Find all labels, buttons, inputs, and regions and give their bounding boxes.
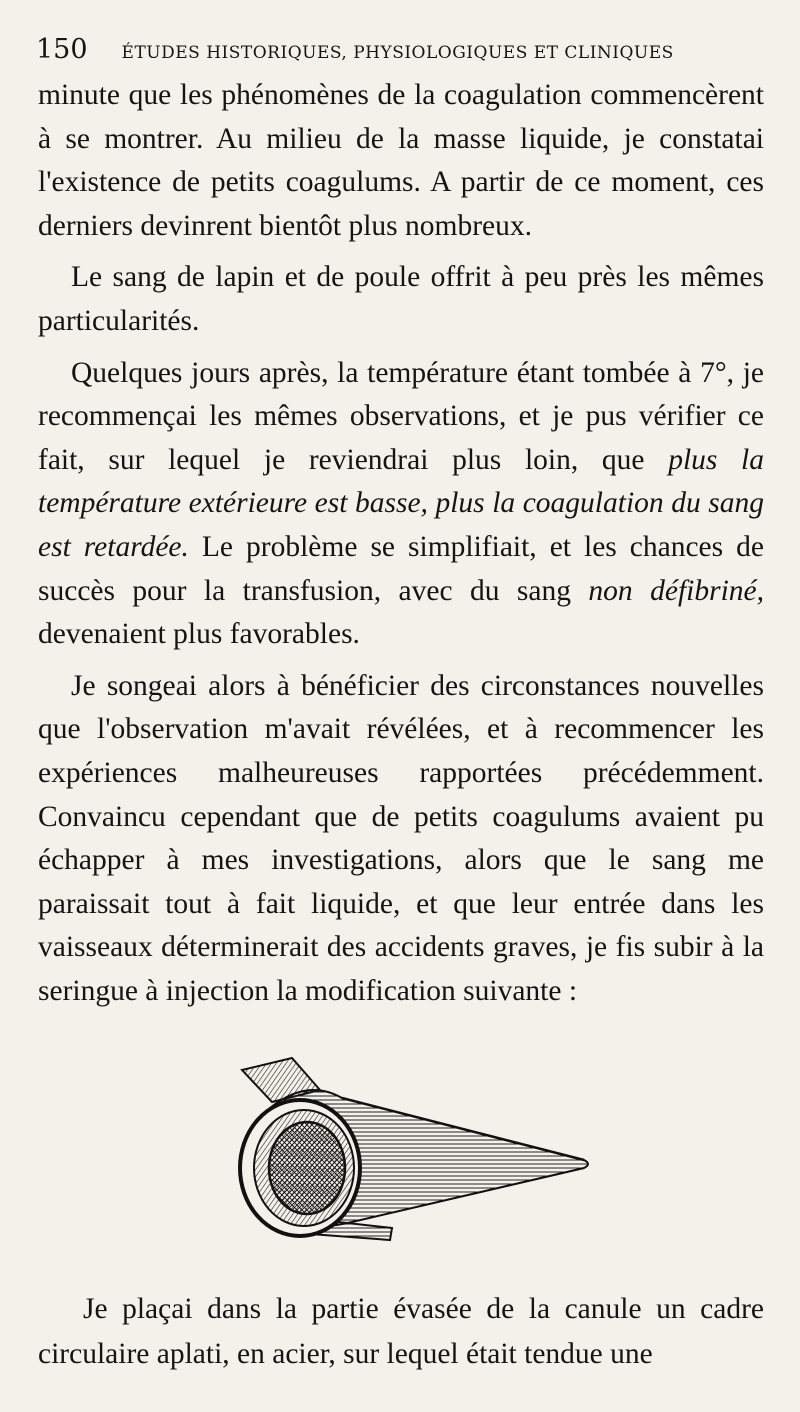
- paragraph-text: Quelques jours après, la température étant tombée à 7°, je recommençai les mêmes observations, et je pus vérifier ce fait, sur lequel je reviendrai plus loin, que: [38, 356, 764, 476]
- body-text-continued: [38, 1287, 764, 1377]
- emphasis-text: plus la température extérieure est basse, plus la coagulation du sang est retardée.: [38, 443, 764, 563]
- cannula-illustration: [212, 1050, 612, 1250]
- body-text: [38, 74, 764, 1013]
- paragraph: Le sang de lapin et de poule offrit à peu près les mêmes particularités.: [38, 261, 764, 337]
- page-header: [36, 34, 766, 65]
- paragraph: minute que les phénomènes de la coagulation commencèrent à se montrer. Au milieu de la masse liquide, je constatai l'existence de petits coagulums. A partir de ce moment, ces derniers devinrent bientôt plus nombreux.: [38, 79, 764, 242]
- paragraph: Je songeai alors à bénéficier des circonstances nouvelles que l'observation m'avait révélées, et à recommencer les expériences malheureuses rapportées précédemment. Convaincu cependant que de petits coagulums avaient pu échapper à mes investigations, alors que le sang me paraissait tout à fait liquide, et que leur entrée dans les vaisseaux déterminerait des accidents graves, je fis subir à la seringue à injection la modification suivante :: [38, 669, 764, 1007]
- paragraph: [38, 352, 764, 657]
- page-number: 150: [36, 34, 88, 65]
- emphasis-text: non défibriné,: [588, 574, 764, 607]
- running-title: ÉTUDES HISTORIQUES, PHYSIOLOGIQUES ET CLINIQUES: [121, 43, 674, 63]
- paragraph: Je plaçai dans la partie évasée de la canule un cadre circulaire aplati, en acier, sur lequel était tendue une: [38, 1293, 764, 1370]
- paragraph-text: devenaient plus favorables.: [38, 618, 360, 651]
- paragraph-text: Le problème se simplifiait, et les chances de succès pour la transfusion, avec du sang: [38, 530, 764, 607]
